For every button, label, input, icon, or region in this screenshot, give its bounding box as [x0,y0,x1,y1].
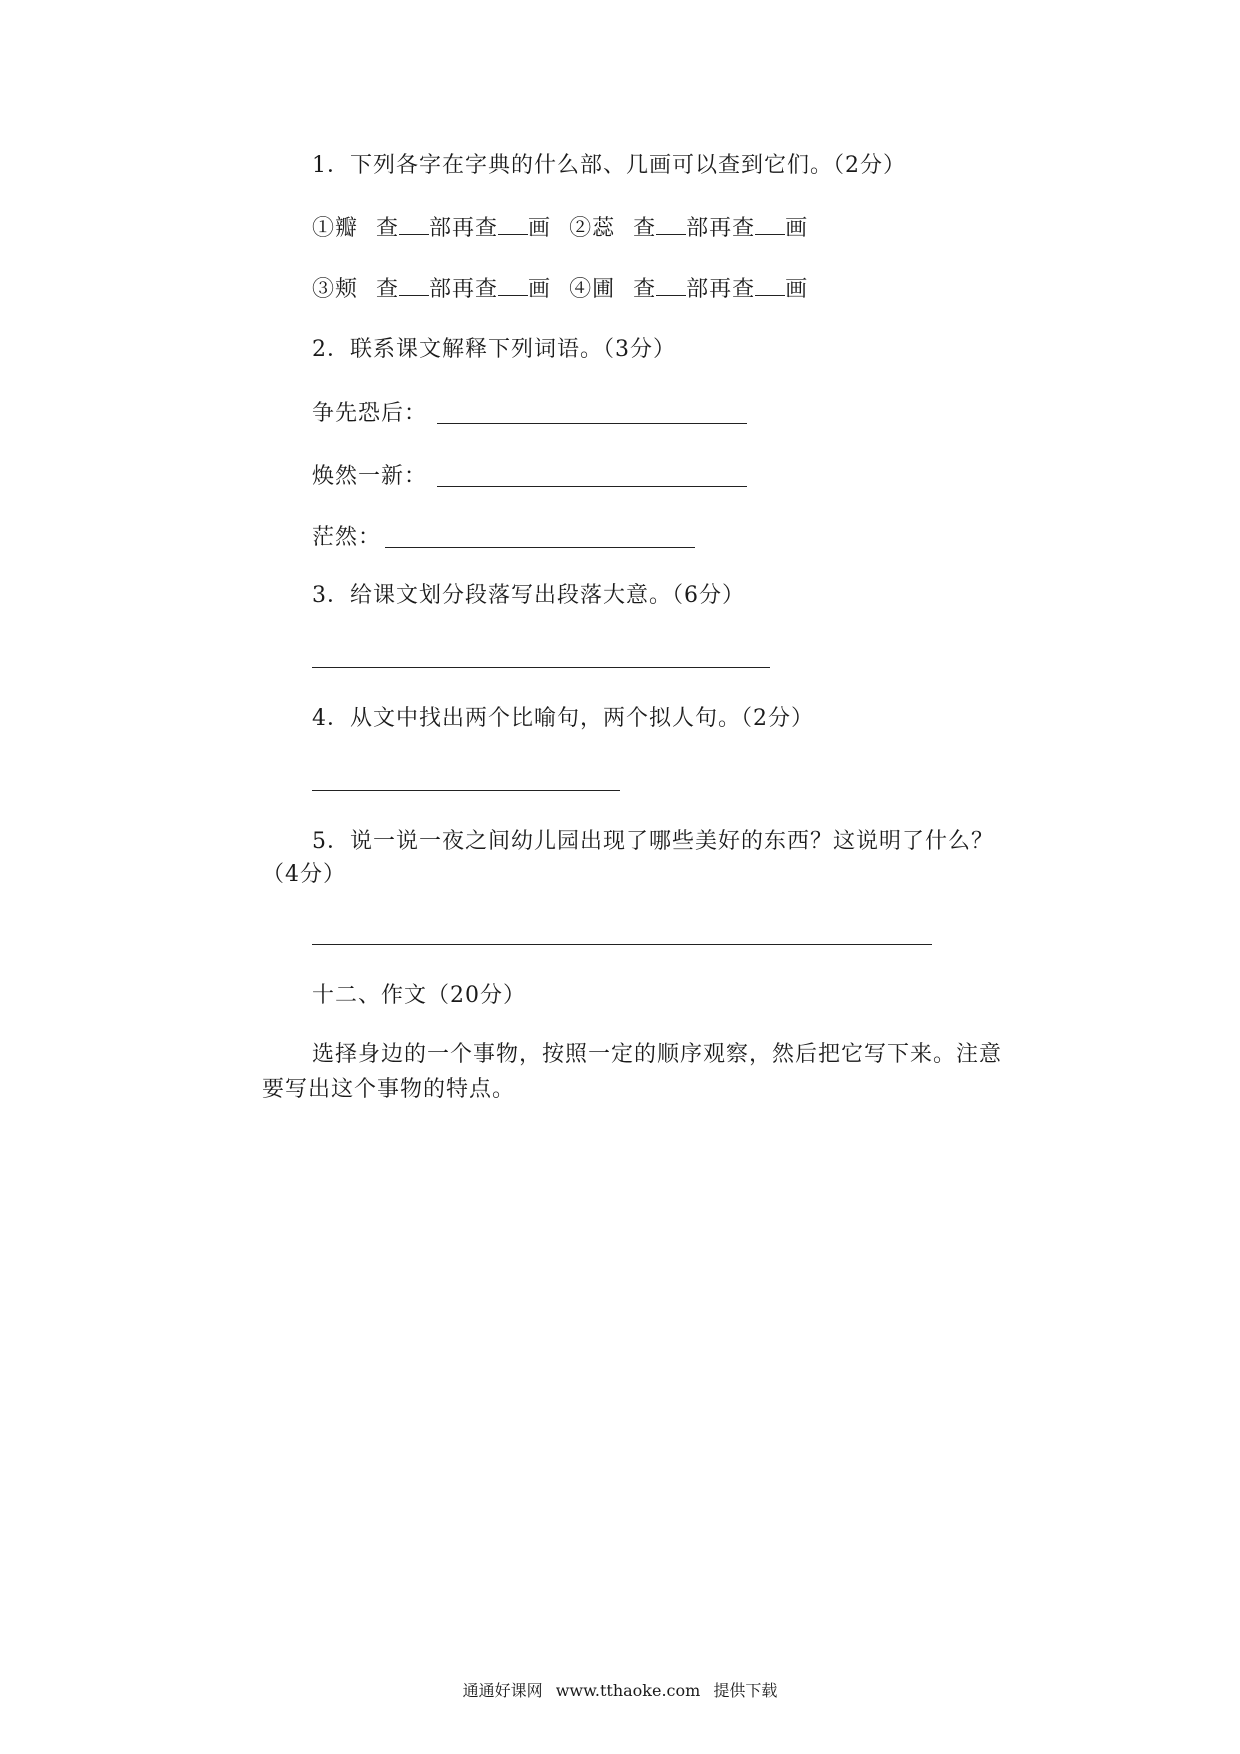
q1-bu-label: 部再查 [686,277,756,302]
stroke-blank[interactable] [755,214,785,235]
q1-hua-label: 画 [785,277,809,302]
answer-line[interactable] [385,547,695,548]
q2-term-label: 焕然一新： [312,464,428,489]
q1-item2-char: ②蕊 [569,216,616,241]
stroke-blank[interactable] [498,275,528,296]
radical-blank[interactable] [399,275,429,296]
q1-row1 [312,214,808,243]
q1-hua-label: 画 [528,277,552,302]
radical-blank[interactable] [656,275,686,296]
q1-item4-char: ④圃 [569,277,616,302]
q2-title: 2．联系课文解释下列词语。（3分） [312,337,676,362]
q1-hua-label: 画 [528,216,552,241]
section12-title: 十二、作文（20分） [312,983,526,1008]
q1-bu-label: 部再查 [686,216,756,241]
stroke-blank[interactable] [755,275,785,296]
answer-line[interactable] [437,423,747,424]
q5-title-line1: 5．说一说一夜之间幼儿园出现了哪些美好的东西？这说明了什么？ [312,829,994,854]
answer-line[interactable] [437,486,747,487]
radical-blank[interactable] [399,214,429,235]
q1-cha-label: 查 [633,216,657,241]
q1-bu-label: 部再查 [429,277,499,302]
q2-term-2 [312,463,427,491]
q1-hua-label: 画 [785,216,809,241]
section12-body-line2: 要写出这个事物的特点。 [262,1077,516,1102]
section12-body-line1: 选择身边的一个事物，按照一定的顺序观察，然后把它写下来。注意 [312,1042,1003,1067]
q2-term-label: 争先恐后： [312,401,428,426]
q1-item1-char: ①瓣 [312,216,359,241]
footer-suffix: 提供下载 [713,1681,778,1700]
q1-cha-label: 查 [633,277,657,302]
q1-row2 [312,275,808,304]
radical-blank[interactable] [656,214,686,235]
q4-title: 4．从文中找出两个比喻句，两个拟人句。（2分） [312,706,814,731]
q2-term-label: 茫然： [312,525,382,550]
q1-bu-label: 部再查 [429,216,499,241]
footer-site-name: 通通好课网 [462,1681,543,1700]
q5-title-line2: （4分） [262,862,346,887]
q1-item3-char: ③颊 [312,277,359,302]
footer [0,1680,1240,1702]
answer-line[interactable] [312,944,932,945]
footer-url[interactable]: www.tthaoke.com [555,1681,701,1700]
q2-term-1 [312,400,427,428]
q1-cha-label: 查 [376,216,400,241]
q1-title: 1．下列各字在字典的什么部、几画可以查到它们。（2分） [312,153,906,178]
q1-cha-label: 查 [376,277,400,302]
q3-title: 3．给课文划分段落写出段落大意。（6分） [312,583,745,608]
answer-line[interactable] [312,790,620,791]
stroke-blank[interactable] [498,214,528,235]
answer-line[interactable] [312,667,770,668]
q2-term-3 [312,524,381,552]
